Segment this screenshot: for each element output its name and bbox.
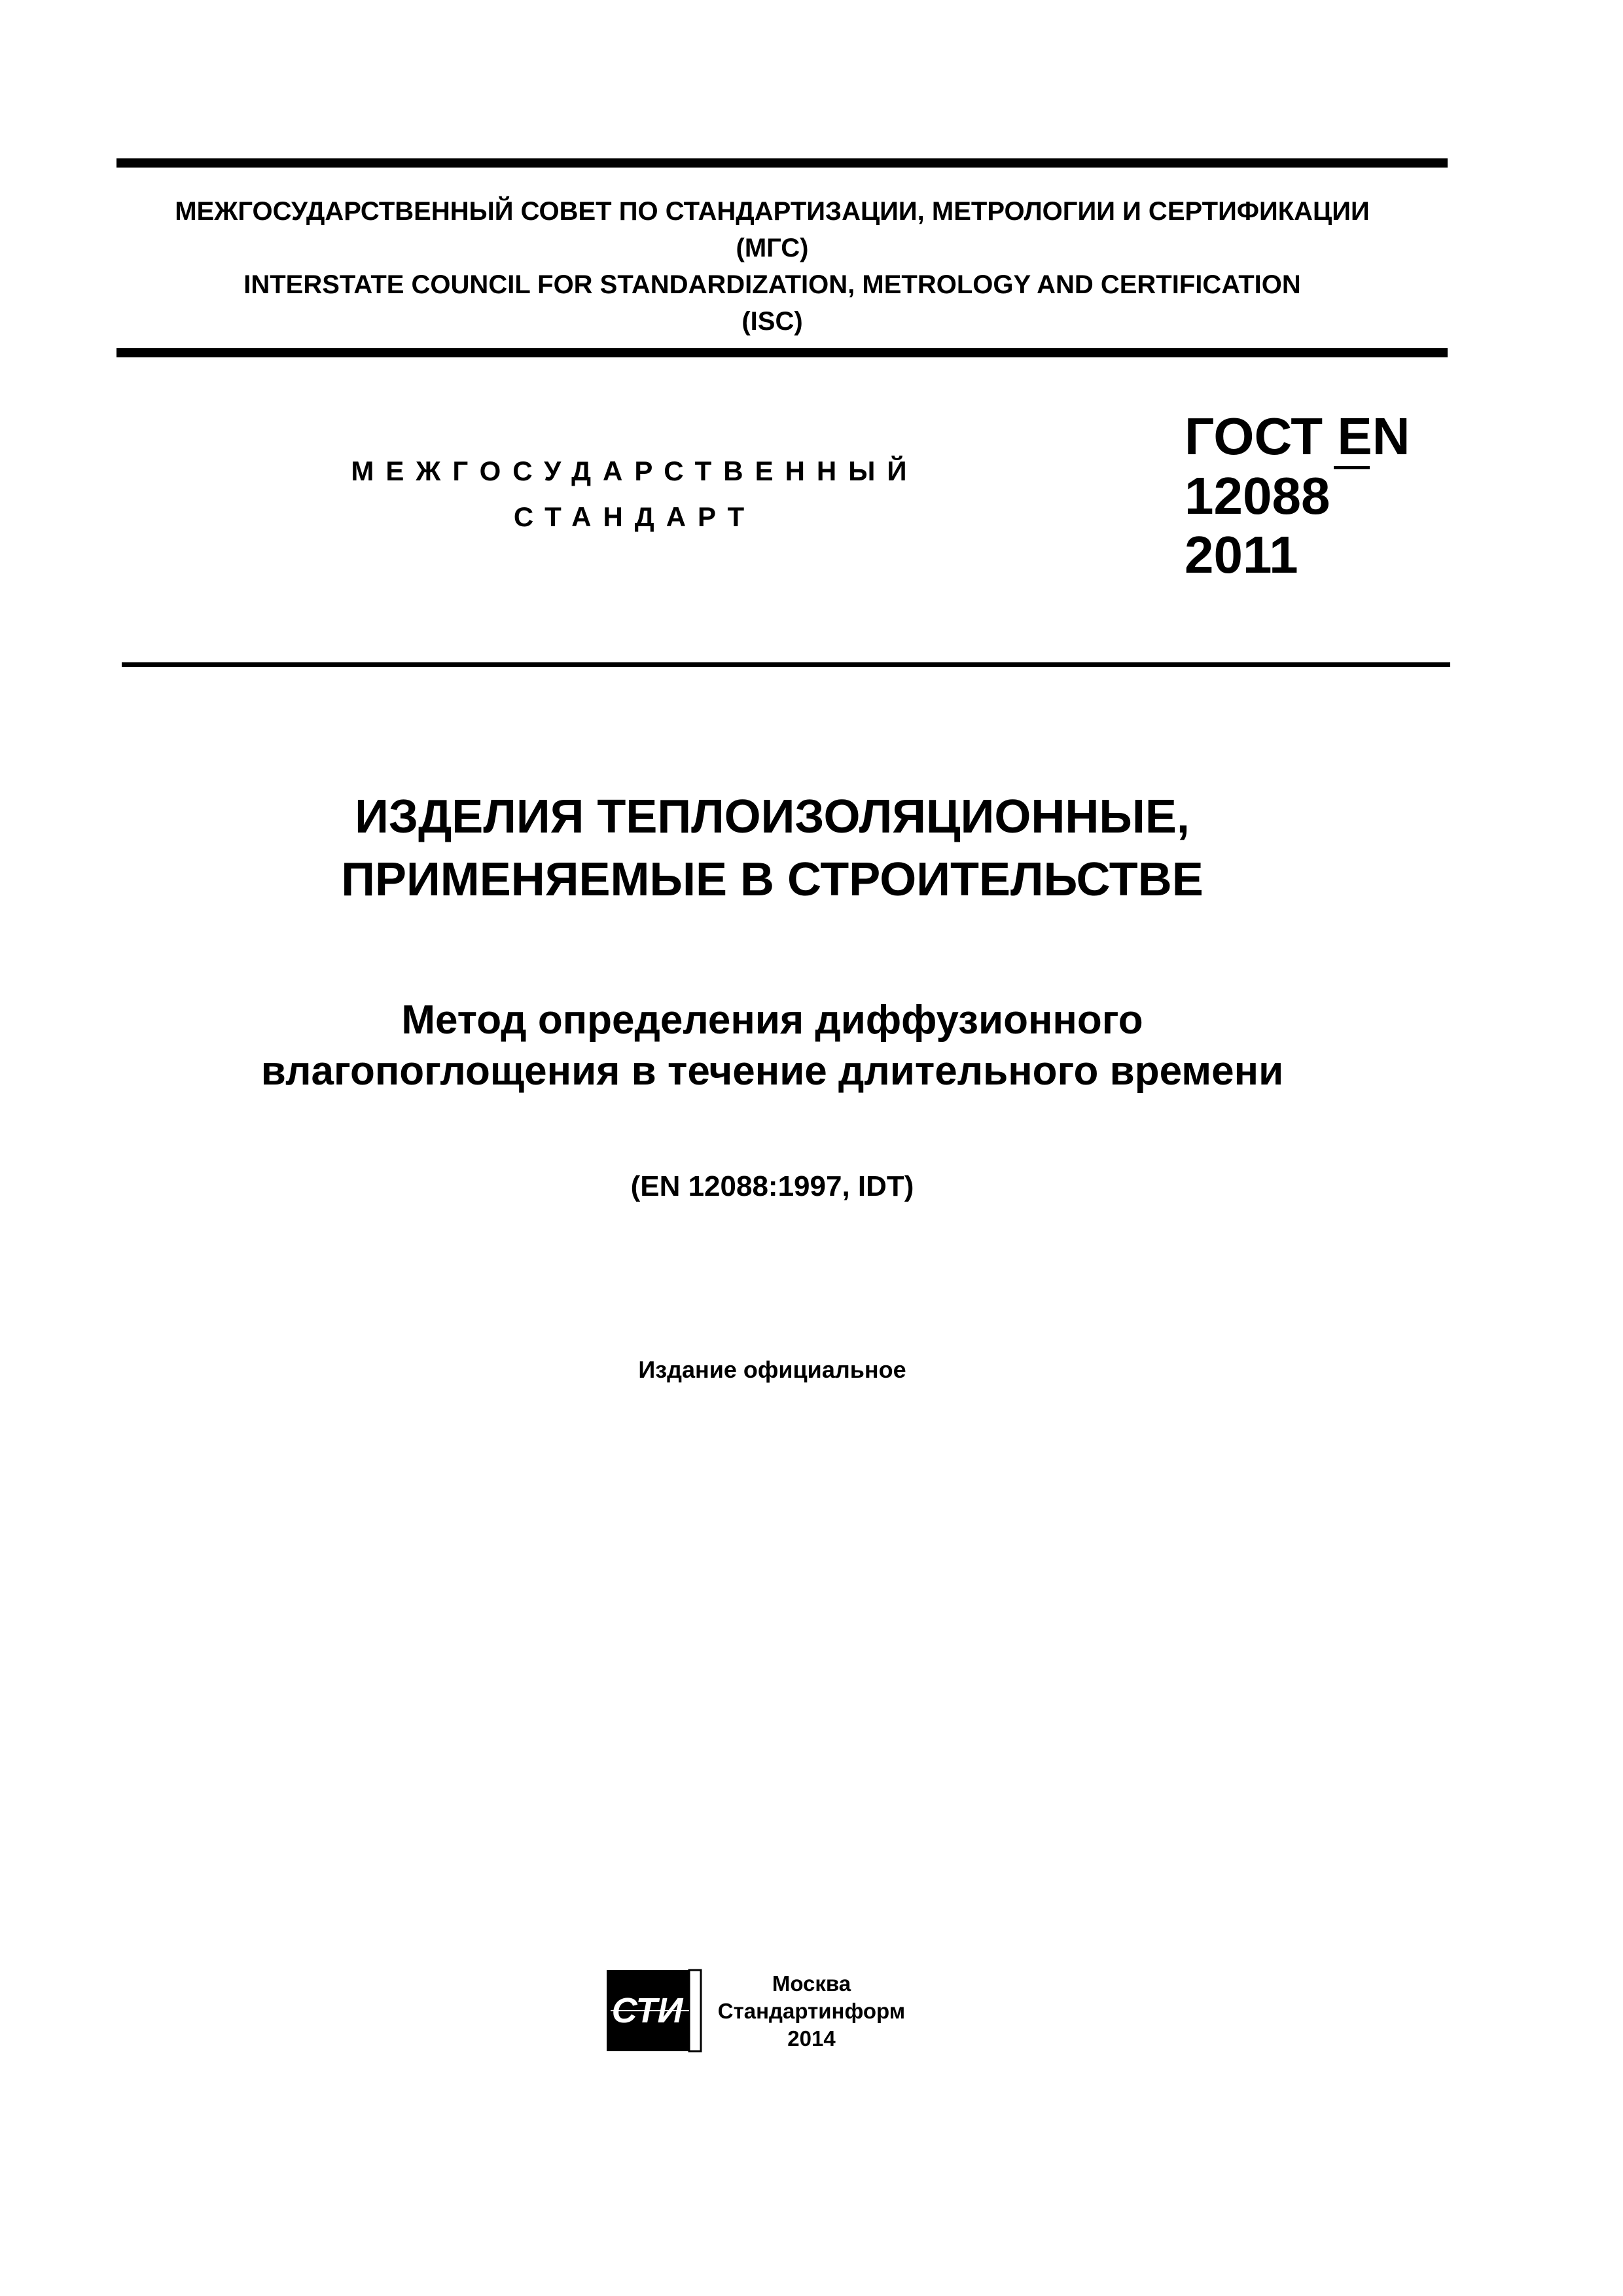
header-divider	[122, 662, 1450, 667]
standard-kind-line2: СТАНДАРТ	[513, 501, 757, 532]
publisher-logo	[605, 1969, 702, 2055]
international-reference: (EN 12088:1997, IDT)	[630, 1170, 914, 1202]
standard-kind	[262, 448, 1008, 540]
edition-note: Издание официальное	[638, 1356, 906, 1383]
standard-designation	[1185, 407, 1551, 584]
designation-number: 12088	[1185, 467, 1330, 525]
publisher-name: Стандартинформ	[717, 1999, 906, 2023]
standard-kind-line1: МЕЖГОСУДАРСТВЕННЫЙ	[351, 456, 919, 486]
publisher-logo-text: СТИ	[611, 1991, 683, 2030]
council-name-ru: МЕЖГОСУДАРСТВЕННЫЙ СОВЕТ ПО СТАНДАРТИЗАЦИИ, МЕТРОЛОГИИ И СЕРТИФИКАЦИИ	[175, 197, 1370, 226]
subtitle-line1: Метод определения диффузионного	[401, 997, 1143, 1043]
council-abbr-ru: (МГС)	[736, 234, 809, 262]
document-title	[65, 785, 1479, 911]
publisher-year: 2014	[787, 2026, 836, 2051]
title-line2: ПРИМЕНЯЕМЫЕ В СТРОИТЕЛЬСТВЕ	[341, 853, 1204, 906]
council-abbr-en: (ISC)	[741, 307, 803, 336]
publisher-imprint	[707, 1970, 916, 2053]
council-block	[0, 193, 1544, 340]
council-bottom-rule	[116, 348, 1448, 357]
designation-dash	[1334, 466, 1370, 469]
title-line1: ИЗДЕЛИЯ ТЕПЛОИЗОЛЯЦИОННЫЕ,	[355, 791, 1190, 843]
designation-year: 2011	[1185, 526, 1298, 584]
subtitle-line2: влагопоглощения в течение длительного времени	[260, 1049, 1284, 1094]
publisher-logo-graphic	[605, 1969, 702, 2055]
designation-number-row	[1185, 466, 1551, 526]
publisher-city: Москва	[772, 1971, 851, 1996]
designation-prefix: ГОСТ EN	[1185, 407, 1410, 465]
council-name-en: INTERSTATE COUNCIL FOR STANDARDIZATION, METROLOGY AND CERTIFICATION	[243, 270, 1301, 299]
top-rule	[116, 158, 1448, 168]
document-subtitle	[65, 995, 1479, 1097]
